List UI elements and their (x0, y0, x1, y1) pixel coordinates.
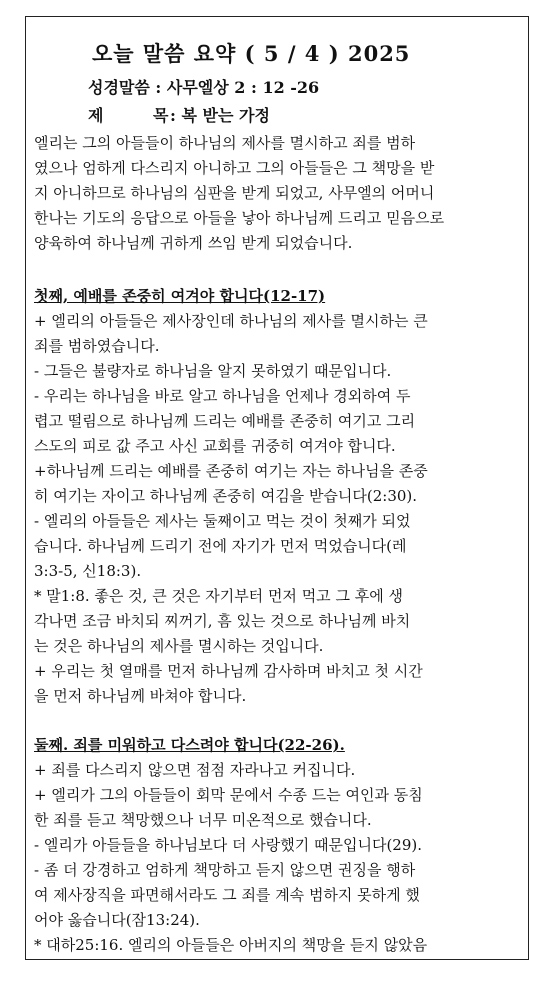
section-line: - 우리는 하나님을 바로 알고 하나님을 언제나 경외하여 두 (34, 387, 411, 405)
section-line: 스도의 피로 값 주고 사신 교회를 귀중히 여겨야 합니다. (34, 437, 396, 455)
section-heading: 둘째. 죄를 미워하고 다스려야 합니다(22-26). (34, 736, 345, 754)
section-line: 3:3-5, 신18:3). (34, 562, 142, 580)
intro-line: 양육하여 하나님께 귀하게 쓰임 받게 되었습니다. (34, 234, 353, 252)
intro-line: 지 아니하므로 하나님의 심판을 받게 되었고, 사무엘의 어머니 (34, 184, 435, 202)
section-line: - 엘리의 아들들은 제사는 둘째이고 먹는 것이 첫째가 되었 (34, 512, 411, 530)
section-line: + 우리는 첫 열매를 먼저 하나님께 감사하며 바치고 첫 시간 (34, 662, 423, 680)
section-line: + 엘리가 그의 아들들이 회막 문에서 수종 드는 여인과 동침 (34, 786, 423, 804)
page-title: 오늘 말씀 요약 ( 5 / 4 ) 2025 (92, 41, 411, 66)
section-second (34, 733, 519, 958)
section-line: 여 제사장직을 파면해서라도 그 죄를 계속 범하지 못하게 했 (34, 886, 420, 904)
section-line: + 죄를 다스리지 않으면 점점 자라나고 커집니다. (34, 761, 356, 779)
section-line: - 그들은 불량자로 하나님을 알지 못하였기 때문입니다. (34, 362, 392, 380)
section-line: +하나님께 드리는 예배를 존중히 여기는 자는 하나님을 존중 (34, 462, 428, 480)
section-heading: 첫째, 예배를 존중히 여겨야 합니다(12-17) (34, 287, 326, 305)
section-line: - 좀 더 강경하고 엄하게 책망하고 듣지 않으면 권징을 행하 (34, 861, 416, 879)
section-first (34, 284, 519, 709)
sermon-subject (88, 103, 270, 126)
section-line: 렵고 떨림으로 하나님께 드리는 예배를 존중히 여기고 그리 (34, 412, 416, 430)
intro-line: 엘리는 그의 아들들이 하나님의 제사를 멸시하고 죄를 범하 (34, 134, 416, 152)
section-line: * 말1:8. 좋은 것, 큰 것은 자기부터 먼저 먹고 그 후에 생 (34, 587, 403, 605)
scripture-reference: 성경말씀 : 사무엘상 2 : 12 -26 (88, 78, 320, 97)
intro-line: 한나는 기도의 응답으로 아들을 낳아 하나님께 드리고 믿음으로 (34, 209, 445, 227)
section-line: 을 먼저 하나님께 바쳐야 합니다. (34, 687, 247, 705)
section-line: 각나면 조금 바치되 찌꺼기, 흠 있는 것으로 하나님께 바치 (34, 612, 411, 630)
section-line: * 대하25:16. 엘리의 아들들은 아버지의 책망을 듣지 않았음 (34, 936, 428, 954)
section-line: + 엘리의 아들들은 제사장인데 하나님의 제사를 멸시하는 큰 (34, 312, 428, 330)
section-line: 죄를 범하였습니다. (34, 337, 160, 355)
subject-label: 제 목 (88, 106, 191, 125)
section-line: - 엘리가 아들들을 하나님보다 더 사랑했기 때문입니다(29). (34, 836, 423, 854)
intro-paragraph (34, 131, 519, 256)
intro-line: 였으나 엄하게 다스리지 아니하고 그의 아들들은 그 책망을 받 (34, 159, 435, 177)
subject-text: : 복 받는 가정 (170, 106, 270, 125)
section-line: 어야 옳습니다(잠13:24). (34, 911, 200, 929)
section-line: 한 죄를 듣고 책망했으나 너무 미온적으로 했습니다. (34, 811, 372, 829)
section-line: 는 것은 하나님의 제사를 멸시하는 것입니다. (34, 637, 324, 655)
section-line: 습니다. 하나님께 드리기 전에 자기가 먼저 먹었습니다(레 (34, 537, 407, 555)
section-line: 히 여기는 자이고 하나님께 존중히 여김을 받습니다(2:30). (34, 487, 418, 505)
